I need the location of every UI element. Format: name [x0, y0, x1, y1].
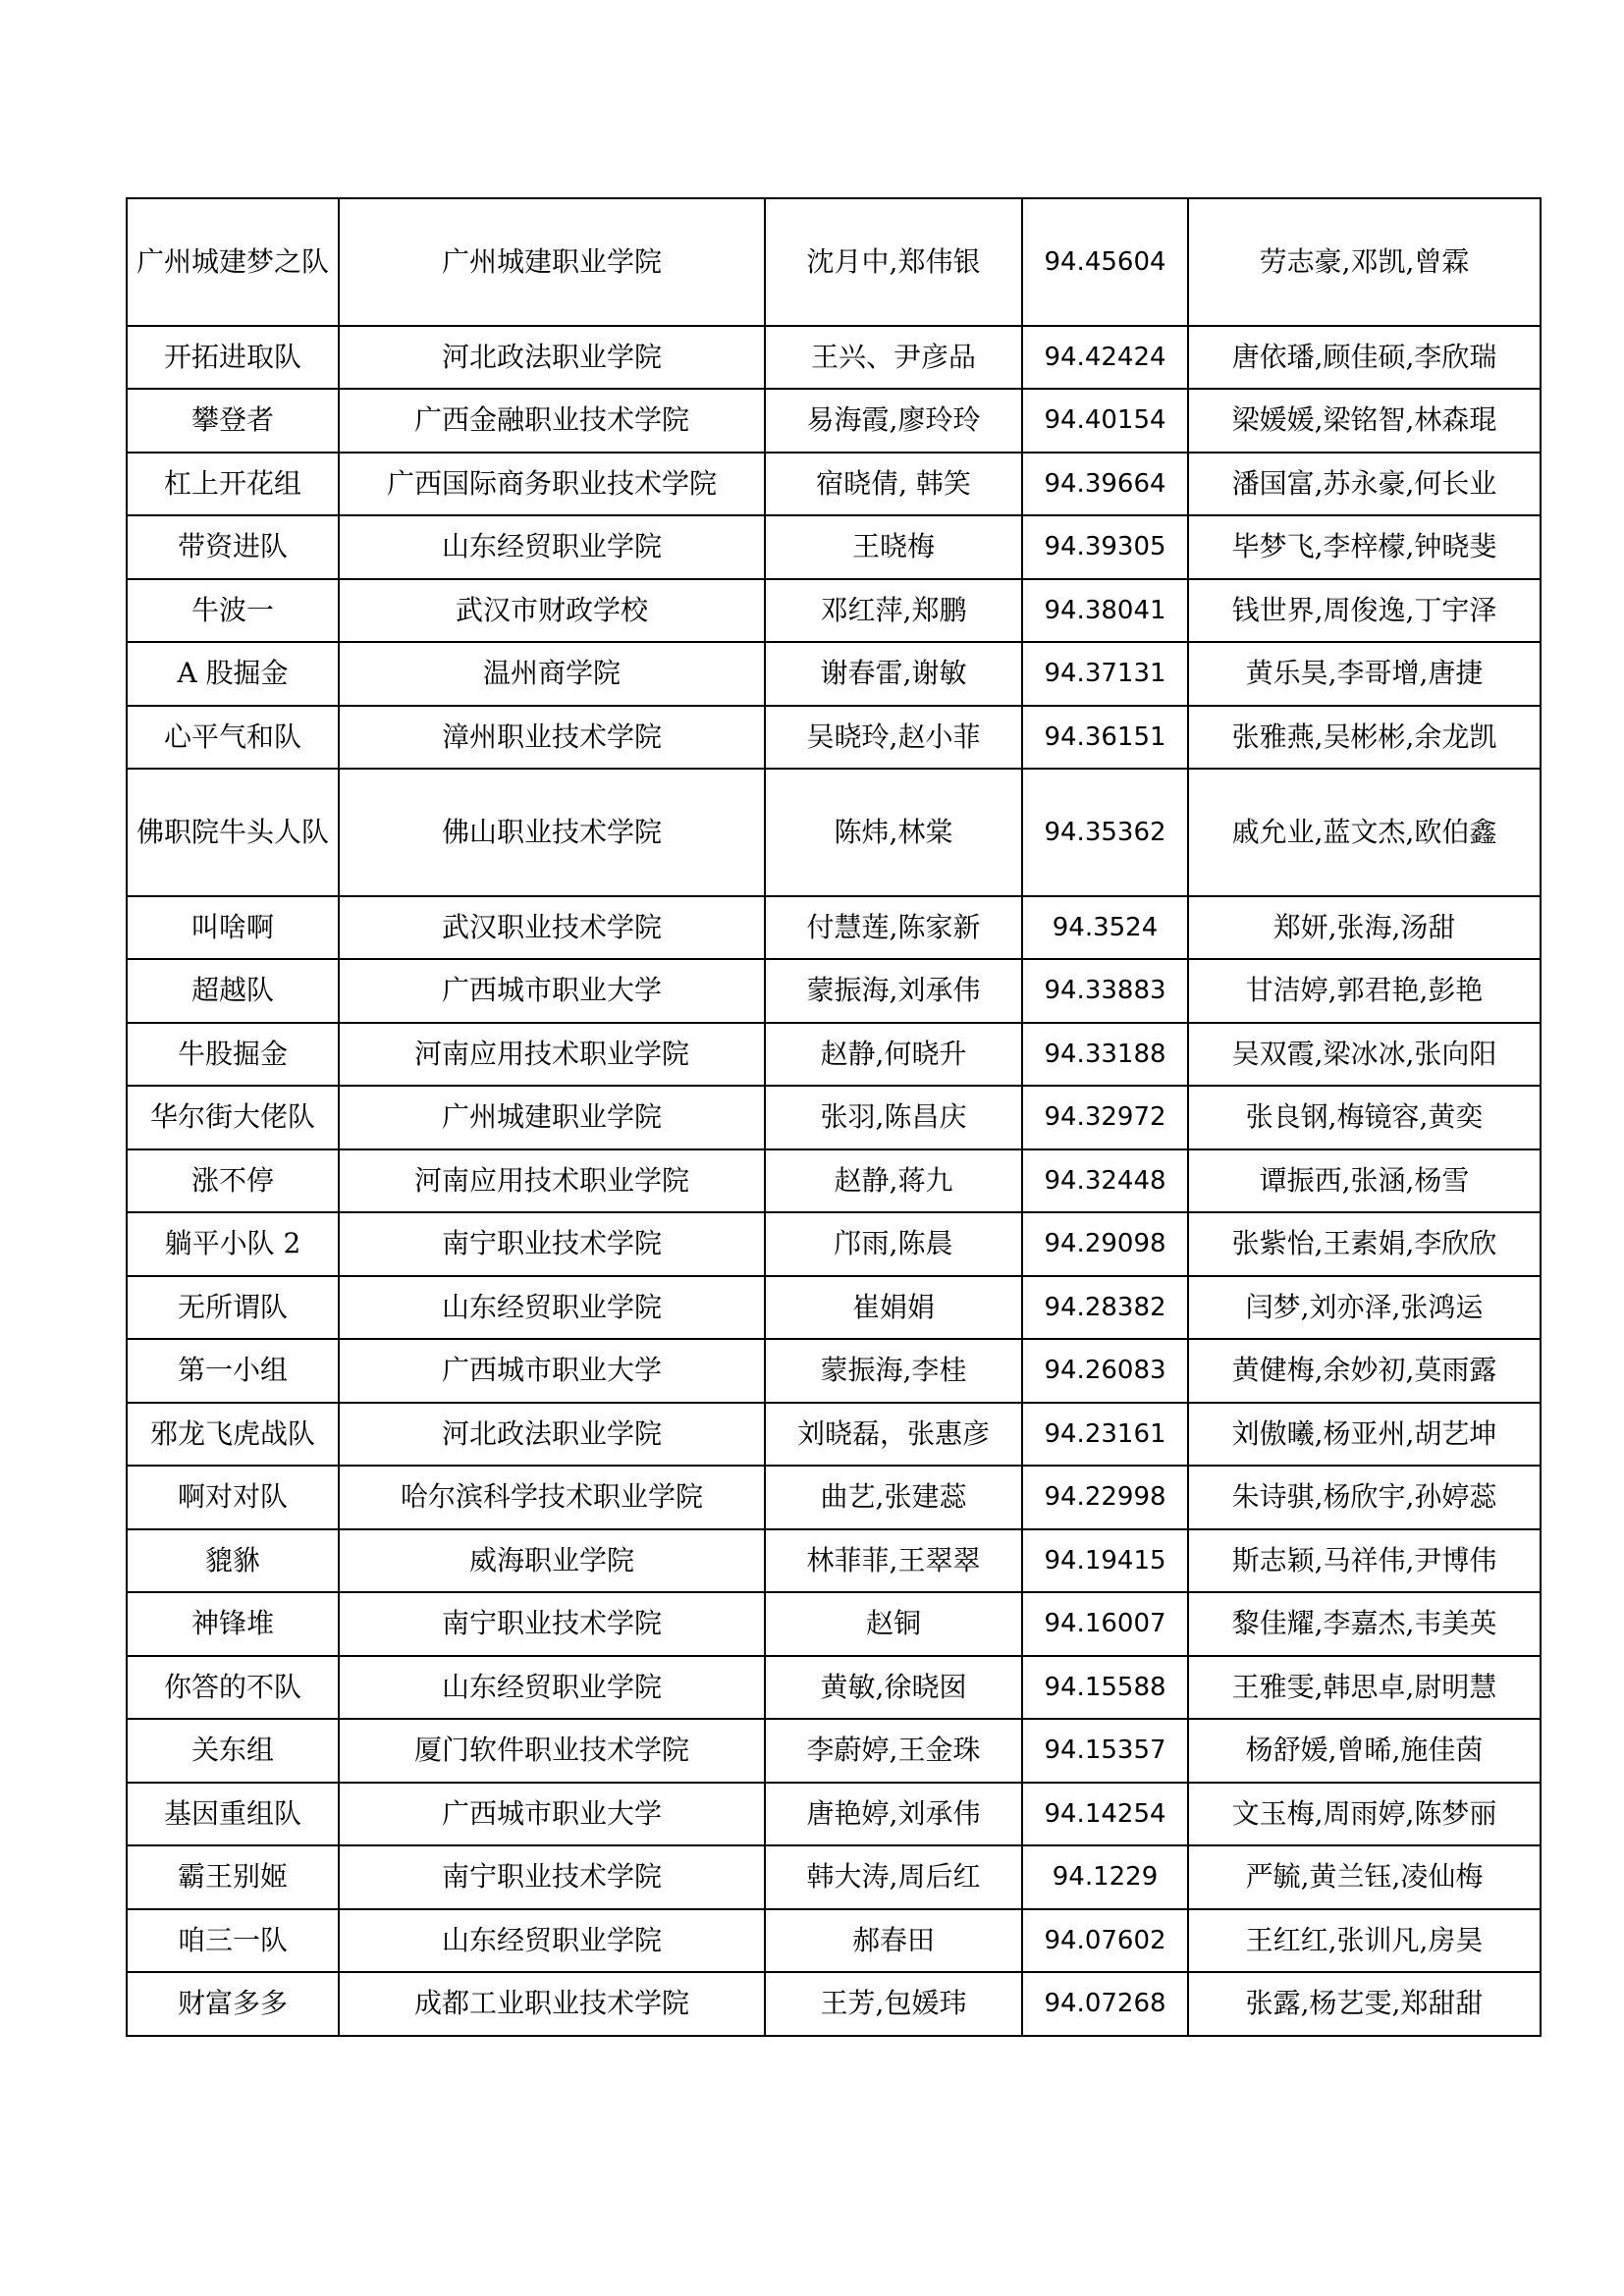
school-cell: 广西城市职业大学: [339, 1783, 765, 1846]
advisors-cell: 崔娟娟: [765, 1276, 1022, 1340]
score-cell: 94.23161: [1022, 1403, 1188, 1467]
table-row: [127, 959, 1541, 1023]
table-row: [127, 1086, 1541, 1149]
members-cell: 戚允业,蓝文杰,欧伯鑫: [1188, 769, 1541, 896]
advisors-cell: 黄敏,徐晓囡: [765, 1656, 1022, 1720]
members-cell: 钱世界,周俊逸,丁宇泽: [1188, 579, 1541, 643]
team-name-cell: 牛波一: [127, 579, 339, 643]
advisors-cell: 蒙振海,李桂: [765, 1339, 1022, 1403]
school-cell: 山东经贸职业学院: [339, 1909, 765, 1973]
advisors-cell: 林菲菲,王翠翠: [765, 1529, 1022, 1593]
team-name-cell: 躺平小队 2: [127, 1212, 339, 1276]
advisors-cell: 刘晓磊，张惠彦: [765, 1403, 1022, 1467]
team-name-cell: 佛职院牛头人队: [127, 769, 339, 896]
school-cell: 广州城建职业学院: [339, 1086, 765, 1149]
score-cell: 94.32972: [1022, 1086, 1188, 1149]
school-cell: 威海职业学院: [339, 1529, 765, 1593]
score-cell: 94.28382: [1022, 1276, 1188, 1340]
table-row: [127, 1276, 1541, 1340]
members-cell: 唐依璠,顾佳硕,李欣瑞: [1188, 326, 1541, 390]
score-cell: 94.26083: [1022, 1339, 1188, 1403]
school-cell: 山东经贸职业学院: [339, 515, 765, 579]
advisors-cell: 宿晓倩, 韩笑: [765, 453, 1022, 516]
team-name-cell: 叫啥啊: [127, 896, 339, 960]
team-name-cell: 关东组: [127, 1719, 339, 1783]
school-cell: 广州城建职业学院: [339, 198, 765, 326]
members-cell: 黄健梅,余妙初,莫雨露: [1188, 1339, 1541, 1403]
members-cell: 谭振西,张涵,杨雪: [1188, 1149, 1541, 1213]
team-name-cell: A 股掘金: [127, 642, 339, 706]
members-cell: 张良钢,梅镜容,黄奕: [1188, 1086, 1541, 1149]
school-cell: 哈尔滨科学技术职业学院: [339, 1466, 765, 1529]
score-cell: 94.14254: [1022, 1783, 1188, 1846]
members-cell: 王红红,张训凡,房昊: [1188, 1909, 1541, 1973]
advisors-cell: 赵静,蒋九: [765, 1149, 1022, 1213]
school-cell: 广西城市职业大学: [339, 1339, 765, 1403]
school-cell: 广西国际商务职业技术学院: [339, 453, 765, 516]
score-cell: 94.19415: [1022, 1529, 1188, 1593]
school-cell: 河北政法职业学院: [339, 326, 765, 390]
score-cell: 94.15588: [1022, 1656, 1188, 1720]
school-cell: 厦门软件职业技术学院: [339, 1719, 765, 1783]
score-cell: 94.16007: [1022, 1592, 1188, 1656]
score-cell: 94.39305: [1022, 515, 1188, 579]
members-cell: 吴双霞,梁冰冰,张向阳: [1188, 1023, 1541, 1087]
school-cell: 武汉市财政学校: [339, 579, 765, 643]
advisors-cell: 王芳,包媛玮: [765, 1972, 1022, 2036]
team-name-cell: 貔貅: [127, 1529, 339, 1593]
members-cell: 闫梦,刘亦泽,张鸿运: [1188, 1276, 1541, 1340]
team-name-cell: 啊对对队: [127, 1466, 339, 1529]
advisors-cell: 易海霞,廖玲玲: [765, 389, 1022, 453]
team-name-cell: 财富多多: [127, 1972, 339, 2036]
members-cell: 王雅雯,韩思卓,尉明慧: [1188, 1656, 1541, 1720]
score-cell: 94.07268: [1022, 1972, 1188, 2036]
team-name-cell: 咱三一队: [127, 1909, 339, 1973]
team-name-cell: 开拓进取队: [127, 326, 339, 390]
members-cell: 甘洁婷,郭君艳,彭艳: [1188, 959, 1541, 1023]
score-cell: 94.37131: [1022, 642, 1188, 706]
members-cell: 刘傲曦,杨亚州,胡艺坤: [1188, 1403, 1541, 1467]
members-cell: 劳志豪,邓凯,曾霖: [1188, 198, 1541, 326]
advisors-cell: 吴晓玲,赵小菲: [765, 706, 1022, 770]
team-name-cell: 广州城建梦之队: [127, 198, 339, 326]
team-name-cell: 你答的不队: [127, 1656, 339, 1720]
team-name-cell: 带资进队: [127, 515, 339, 579]
members-cell: 严毓,黄兰钰,凌仙梅: [1188, 1845, 1541, 1909]
score-cell: 94.22998: [1022, 1466, 1188, 1529]
score-cell: 94.40154: [1022, 389, 1188, 453]
members-cell: 梁媛媛,梁铭智,林森琨: [1188, 389, 1541, 453]
advisors-cell: 郝春田: [765, 1909, 1022, 1973]
members-cell: 张紫怡,王素娟,李欣欣: [1188, 1212, 1541, 1276]
advisors-cell: 曲艺,张建蕊: [765, 1466, 1022, 1529]
advisors-cell: 赵铜: [765, 1592, 1022, 1656]
team-name-cell: 无所谓队: [127, 1276, 339, 1340]
members-cell: 黄乐昊,李哥增,唐捷: [1188, 642, 1541, 706]
table-row: [127, 1909, 1541, 1973]
members-cell: 杨舒媛,曾晞,施佳茵: [1188, 1719, 1541, 1783]
school-cell: 南宁职业技术学院: [339, 1592, 765, 1656]
members-cell: 毕梦飞,李梓檬,钟晓斐: [1188, 515, 1541, 579]
advisors-cell: 付慧莲,陈家新: [765, 896, 1022, 960]
table-row: [127, 1783, 1541, 1846]
members-cell: 郑妍,张海,汤甜: [1188, 896, 1541, 960]
advisors-cell: 赵静,何晓升: [765, 1023, 1022, 1087]
advisors-cell: 王晓梅: [765, 515, 1022, 579]
results-table-body: [127, 198, 1541, 2036]
score-cell: 94.15357: [1022, 1719, 1188, 1783]
table-row: [127, 198, 1541, 326]
table-row: [127, 896, 1541, 960]
table-row: [127, 769, 1541, 896]
table-row: [127, 706, 1541, 770]
table-row: [127, 1466, 1541, 1529]
school-cell: 河南应用技术职业学院: [339, 1149, 765, 1213]
advisors-cell: 张羽,陈昌庆: [765, 1086, 1022, 1149]
advisors-cell: 唐艳婷,刘承伟: [765, 1783, 1022, 1846]
score-cell: 94.39664: [1022, 453, 1188, 516]
team-name-cell: 攀登者: [127, 389, 339, 453]
members-cell: 斯志颖,马祥伟,尹博伟: [1188, 1529, 1541, 1593]
members-cell: 潘国富,苏永豪,何长业: [1188, 453, 1541, 516]
advisors-cell: 沈月中,郑伟银: [765, 198, 1022, 326]
table-row: [127, 579, 1541, 643]
team-name-cell: 杠上开花组: [127, 453, 339, 516]
table-row: [127, 1149, 1541, 1213]
advisors-cell: 谢春雷,谢敏: [765, 642, 1022, 706]
table-row: [127, 515, 1541, 579]
table-row: [127, 1972, 1541, 2036]
table-row: [127, 1529, 1541, 1593]
table-row: [127, 389, 1541, 453]
team-name-cell: 霸王别姬: [127, 1845, 339, 1909]
school-cell: 漳州职业技术学院: [339, 706, 765, 770]
table-row: [127, 1339, 1541, 1403]
team-name-cell: 心平气和队: [127, 706, 339, 770]
team-name-cell: 涨不停: [127, 1149, 339, 1213]
advisors-cell: 李蔚婷,王金珠: [765, 1719, 1022, 1783]
score-cell: 94.38041: [1022, 579, 1188, 643]
advisors-cell: 邝雨,陈晨: [765, 1212, 1022, 1276]
table-row: [127, 642, 1541, 706]
school-cell: 南宁职业技术学院: [339, 1212, 765, 1276]
school-cell: 河北政法职业学院: [339, 1403, 765, 1467]
table-row: [127, 1719, 1541, 1783]
score-cell: 94.33188: [1022, 1023, 1188, 1087]
school-cell: 温州商学院: [339, 642, 765, 706]
team-name-cell: 牛股掘金: [127, 1023, 339, 1087]
score-cell: 94.07602: [1022, 1909, 1188, 1973]
members-cell: 黎佳耀,李嘉杰,韦美英: [1188, 1592, 1541, 1656]
school-cell: 山东经贸职业学院: [339, 1656, 765, 1720]
score-cell: 94.3524: [1022, 896, 1188, 960]
table-row: [127, 1845, 1541, 1909]
table-row: [127, 1023, 1541, 1087]
school-cell: 佛山职业技术学院: [339, 769, 765, 896]
advisors-cell: 韩大涛,周后红: [765, 1845, 1022, 1909]
advisors-cell: 蒙振海,刘承伟: [765, 959, 1022, 1023]
score-cell: 94.45604: [1022, 198, 1188, 326]
score-cell: 94.1229: [1022, 1845, 1188, 1909]
team-name-cell: 神锋堆: [127, 1592, 339, 1656]
table-row: [127, 1212, 1541, 1276]
members-cell: 张雅燕,吴彬彬,余龙凯: [1188, 706, 1541, 770]
table-row: [127, 1656, 1541, 1720]
school-cell: 南宁职业技术学院: [339, 1845, 765, 1909]
advisors-cell: 邓红萍,郑鹏: [765, 579, 1022, 643]
table-row: [127, 1403, 1541, 1467]
team-name-cell: 第一小组: [127, 1339, 339, 1403]
members-cell: 朱诗骐,杨欣宇,孙婷蕊: [1188, 1466, 1541, 1529]
school-cell: 山东经贸职业学院: [339, 1276, 765, 1340]
results-table: [126, 197, 1542, 2037]
school-cell: 武汉职业技术学院: [339, 896, 765, 960]
table-row: [127, 453, 1541, 516]
school-cell: 河南应用技术职业学院: [339, 1023, 765, 1087]
team-name-cell: 超越队: [127, 959, 339, 1023]
table-row: [127, 326, 1541, 390]
score-cell: 94.42424: [1022, 326, 1188, 390]
score-cell: 94.32448: [1022, 1149, 1188, 1213]
score-cell: 94.36151: [1022, 706, 1188, 770]
table-row: [127, 1592, 1541, 1656]
score-cell: 94.35362: [1022, 769, 1188, 896]
members-cell: 文玉梅,周雨婷,陈梦丽: [1188, 1783, 1541, 1846]
advisors-cell: 王兴、尹彦品: [765, 326, 1022, 390]
team-name-cell: 基因重组队: [127, 1783, 339, 1846]
score-cell: 94.29098: [1022, 1212, 1188, 1276]
school-cell: 广西城市职业大学: [339, 959, 765, 1023]
team-name-cell: 邪龙飞虎战队: [127, 1403, 339, 1467]
school-cell: 广西金融职业技术学院: [339, 389, 765, 453]
score-cell: 94.33883: [1022, 959, 1188, 1023]
members-cell: 张露,杨艺雯,郑甜甜: [1188, 1972, 1541, 2036]
school-cell: 成都工业职业技术学院: [339, 1972, 765, 2036]
advisors-cell: 陈炜,林棠: [765, 769, 1022, 896]
team-name-cell: 华尔街大佬队: [127, 1086, 339, 1149]
